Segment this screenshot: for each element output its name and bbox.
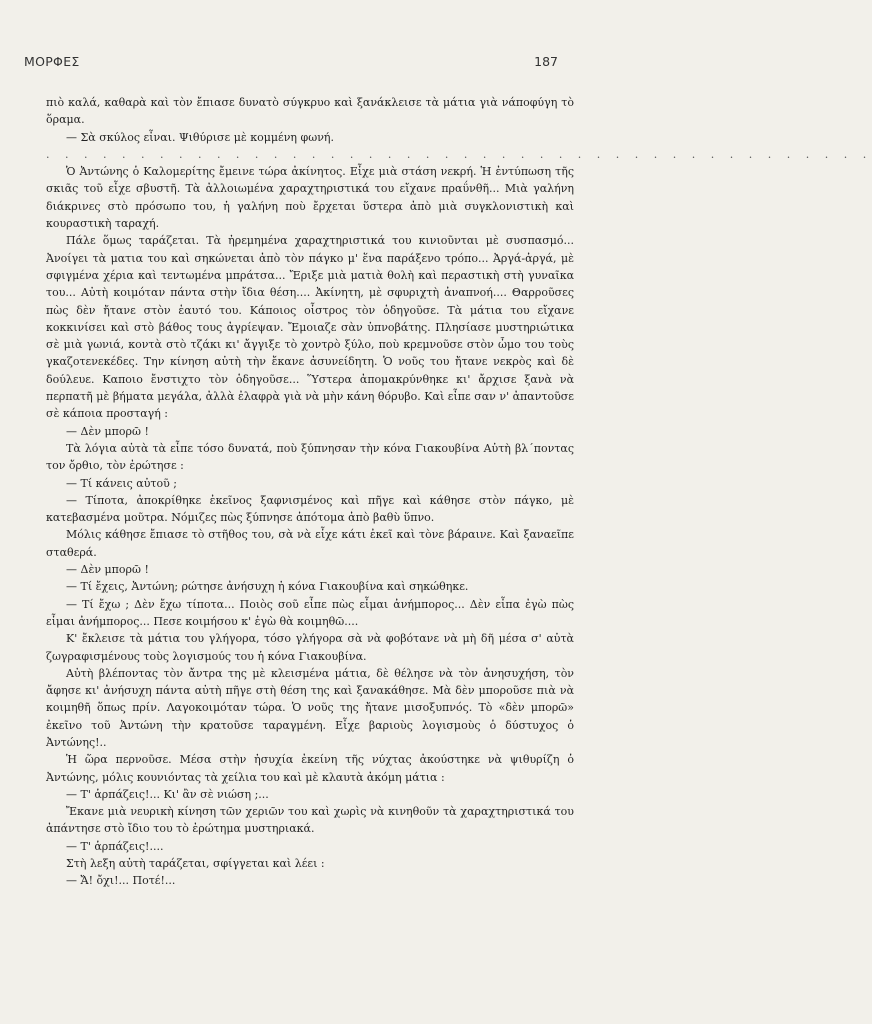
paragraph: πιὸ καλά, καθαρὰ καὶ τὸν ἔπιασε δυνατὸ σύγκρυο καὶ ξανάκλεισε τὰ μάτια γιὰ νάποφύγη τὸ ὅραμα.	[46, 96, 574, 127]
paragraph: Κ' ἔκλεισε τὰ μάτια του γλήγορα, τόσο γλήγορα σὰ νὰ φοβότανε νὰ μὴ δῆ μέσα σ' αὐτὰ ζωγραφισμένους τοὺς λογισμούς του ἡ κόνα Γιακουβίνα.	[46, 632, 574, 663]
running-header	[24, 54, 558, 72]
paragraph: — Τ' ἁρπάζεις!... Κι' ἂν σὲ νιώση ;...	[66, 787, 269, 801]
paragraph: Στὴ λεξη αὐτὴ ταράζεται, σφίγγεται καὶ λέει :	[66, 857, 325, 871]
body-text	[46, 94, 872, 890]
paragraph: — Ἄ! ὄχι!... Ποτέ!...	[66, 874, 176, 888]
paragraph: — Δὲν μπορῶ !	[66, 424, 149, 438]
paragraph: — Τί κάνεις αὐτοῦ ;	[66, 476, 178, 490]
paragraph: Πάλε ὅμως ταράζεται. Τὰ ἠρεμημένα χαραχτηριστικά του κινιοῦνται μὲ συσπασμό... Ἀνοίγει τὰ ματια του καὶ σηκώνεται ἀπὸ τὸν πάγκο μ' ἕνα παράξενο τρόπο... Ἀργά-ἀργά, μὲ σφιγμένα χέρια καὶ τεντωμένα μπράτσα... Ἔριξε μιὰ ματιὰ θολὴ καὶ περαστικὴ στὴ γυναῖκα του... Αὐτὴ κοιμόταν πάντα στὴν ἴδια θέση.... Ἀκίνητη, μὲ σφυριχτὴ ἀναπνοή.... Θαρροῦσες πὼς δὲν ἤτανε στὸν ἑαυτό του. Κάποιος οἶστρος τὸν ὁδηγοῦσε. Τὰ μάτια του εἴχανε κοκκινίσει καὶ στὸ βάθος τους ἀγρίεψαν. Ἔμοιαζε σὰν ὑπνοβάτης. Πλησίασε μυστηριώτικα σὲ μιὰ γωνιά, κοντὰ στὸ τζάκι κι' ἄγγιξε τὸ χοντρὸ ξύλο, ποὺ κρεμνοῦσε στὸν ὦμο του τοὺς γκαζοτενεκέδες. Την κίνηση αὐτὴ τὴν ἔκανε ἀσυνείδητη. Ὁ νοῦς του ἤτανε νεκρὸς καὶ δὲ δούλευε. Καποιο ἔνστιχτο τὸν ὁδηγοῦσε... Ὕστερα ἀπομακρύνθηκε κι' ἄρχισε ξανὰ νὰ περπατῆ μὲ βήματα μεγάλα, ἀλλὰ ἐλαφρὰ γιὰ νὰ μὴν κάνη θόρυβο. Καὶ εἶπε σαν ν' ἀπαντοῦσε σὲ κάποια προσταγή :	[46, 234, 574, 421]
paragraph: Ἡ ὥρα περνοῦσε. Μέσα στὴν ἡσυχία ἐκείνη τῆς νύχτας ἀκούστηκε νὰ ψιθυρίζη ὁ Ἀντώνης, μόλις κουνιόντας τὰ χείλια του καὶ μὲ κλαυτὰ ἀκόμη μάτια :	[46, 753, 574, 784]
running-title: ΜΟΡΦΕΣ	[24, 54, 80, 69]
paragraph: — Σὰ σκύλος εἶναι. Ψιθύρισε μὲ κομμένη φωνή.	[66, 130, 334, 144]
section-break-dots: . . . . . . . . . . . . . . . . . . . . . . . . . . . . . . . . . . . . . . . . . . . .	[46, 147, 872, 161]
paragraph: Τὰ λόγια αὐτὰ τὰ εἶπε τόσο δυνατά, ποὺ ξύπνησαν τὴν κόνα Γιακουβίνα Αὐτὴ βλ΄ποντας τον ὄρθιο, τὸν ἐρώτησε :	[46, 441, 574, 473]
paragraph: Ὁ Ἀντώνης ὁ Καλομερίτης ἔμεινε τώρα ἀκίνητος. Εἶχε μιὰ στάση νεκρή. Ἡ ἐντύπωση τῆς σκιᾶς τοῦ εἶχε σβυστῆ. Τὰ ἀλλοιωμένα χαραχτηριστικά του εἴχανε πραΰνθῆ... Μιὰ γαλήνη διάκρινες στὸ πρόσωπο του, ἡ γαλήνη ποὺ ἔρχεται ὕστερα ἀπὸ μιὰ συγκλονιστικὴ καὶ κουραστικὴ ταραχή.	[46, 165, 574, 231]
paragraph: — Τί ἔχω ; Δὲν ἔχω τίποτα... Ποιὸς σοῦ εἶπε πὼς εἶμαι ἀνήμπορος... Δὲν εἶπα ἐγὼ πὼς εἶμαι ἀνήμπορος... Πεσε κοιμήσου κ' ἐγὼ θὰ κοιμηθῶ....	[46, 597, 574, 628]
paragraph: Μόλις κάθησε ἔπιασε τὸ στῆθος του, σὰ νὰ εἶχε κάτι ἐκεῖ καὶ τὸνε βάραινε. Καὶ ξαναεῖπε σταθερά.	[46, 528, 574, 559]
paragraph: — Τ' ἁρπάζεις!....	[66, 839, 164, 853]
paragraph: Αὐτὴ βλέποντας τὸν ἄντρα της μὲ κλεισμένα μάτια, δὲ θέλησε νὰ τὸν ἀνησυχήση, τὸν ἄφησε κι' ἀνήσυχη πάντα αὐτὴ πῆγε στὴ θέση της καὶ ξανακάθησε. Μὰ δὲν μποροῦσε πιὰ νὰ κοιμηθῆ ὅπως πρίν. Λαγοκοιμόταν τώρα. Ὁ νοῦς της ἤτανε μισοξυπνός. Τὸ «δὲν μπορῶ» ἐκεῖνο τοῦ Ἀντώνη τὴν κρατοῦσε ταραγμένη. Εἶχε βαριοὺς λογισμοὺς ὁ δύστυχος ὁ Ἀντώνης!..	[46, 666, 574, 749]
paragraph: Ἔκανε μιὰ νευρικὴ κίνηση τῶν χεριῶν του καὶ χωρὶς νὰ κινηθοῦν τὰ χαραχτηριστικά του ἀπάντησε στὸ ἴδιο του τὸ ἐρώτημα μυστηριακά.	[46, 805, 574, 836]
page-number: 187	[534, 54, 558, 69]
paragraph: — Τί ἔχεις, Ἀντώνη; ρώτησε ἀνήσυχη ἡ κόνα Γιακουβίνα καὶ σηκώθηκε.	[66, 580, 469, 594]
paragraph: — Δὲν μπορῶ !	[66, 563, 149, 577]
paragraph: — Τίποτα, ἀποκρίθηκε ἐκεῖνος ξαφνισμένος καὶ πῆγε καὶ κάθησε στὸν πάγκο, μὲ κατεβασμένα μοῦτρα. Νόμιζες πὼς ξύπνησε ἀπότομα ἀπὸ βαθὺ ὕπνο.	[46, 493, 574, 525]
